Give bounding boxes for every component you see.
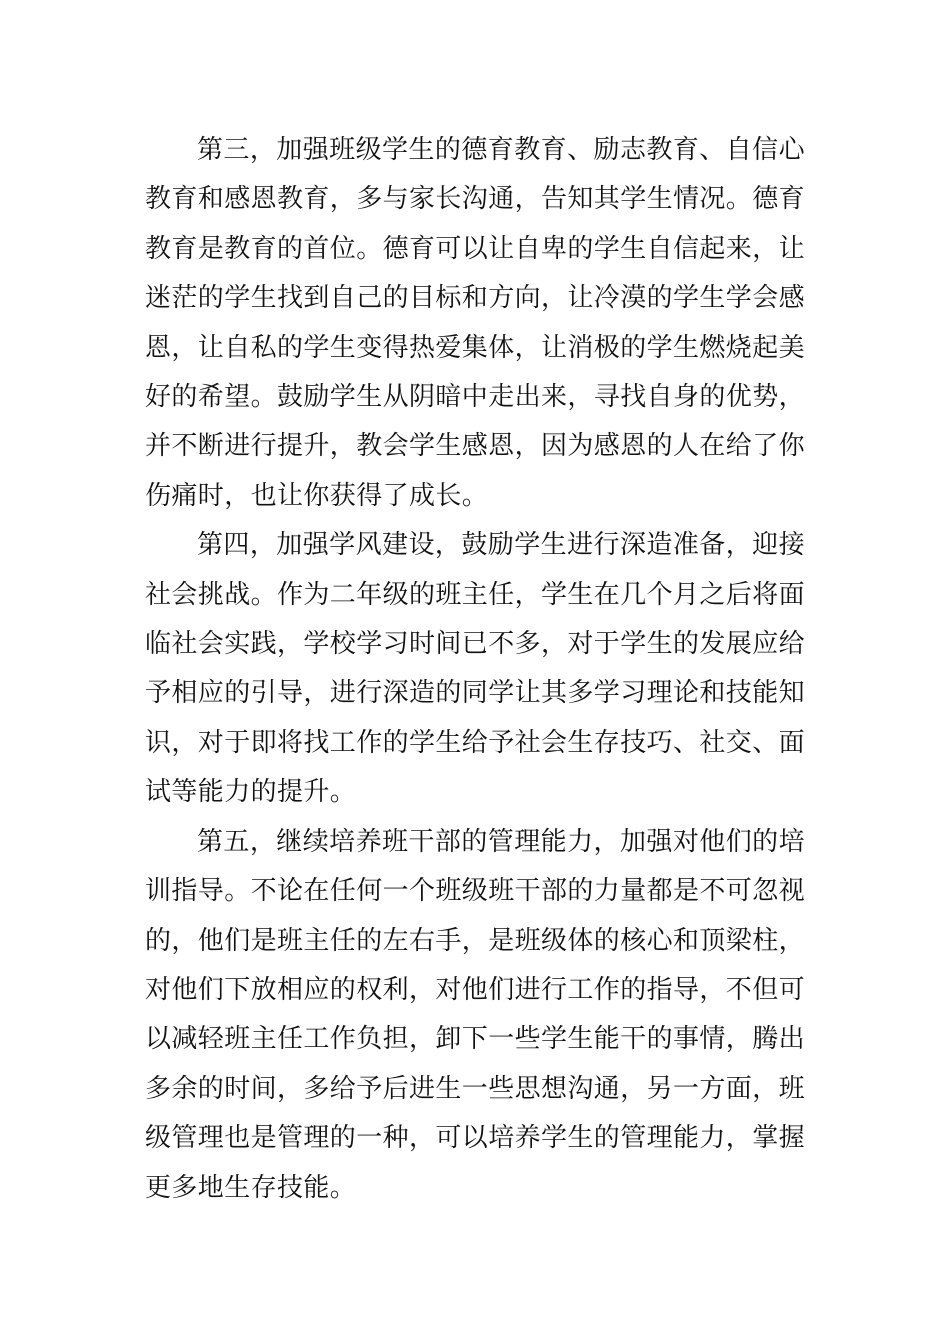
paragraph-third-point: 第三，加强班级学生的德育教育、励志教育、自信心教育和感恩教育，多与家长沟通，告知其学生情况。德育教育是教育的首位。德育可以让自卑的学生自信起来，让迷茫的学生找到自己的目标和方向，让冷漠的学生学会感恩，让自私的学生变得热爱集体，让消极的学生燃烧起美好的希望。鼓励学生从阴暗中走出来，寻找自身的优势，并不断进行提升，教会学生感恩，因为感恩的人在给了你伤痛时，也让你获得了成长。 [145,135,806,511]
paragraph-fifth-point: 第五，继续培养班干部的管理能力，加强对他们的培训指导。不论在任何一个班级班干部的力量都是不可忽视的，他们是班主任的左右手，是班级体的核心和顶梁柱，对他们下放相应的权利，对他们进行工作的指导，不但可以减轻班主任工作负担，卸下一些学生能干的事情，腾出多余的时间，多给予后进生一些思想沟通，另一方面，班级管理也是管理的一种，可以培养学生的管理能力，掌握更多地生存技能。 [145,826,806,1203]
paragraph-fourth-point: 第四，加强学风建设，鼓励学生进行深造准备，迎接社会挑战。作为二年级的班主任，学生在几个月之后将面临社会实践，学校学习时间已不多，对于学生的发展应给予相应的引导，进行深造的同学让其多学习理论和技能知识，对于即将找工作的学生给予社会生存技巧、社交、面试等能力的提升。 [145,530,806,808]
document-page [145,126,805,1213]
